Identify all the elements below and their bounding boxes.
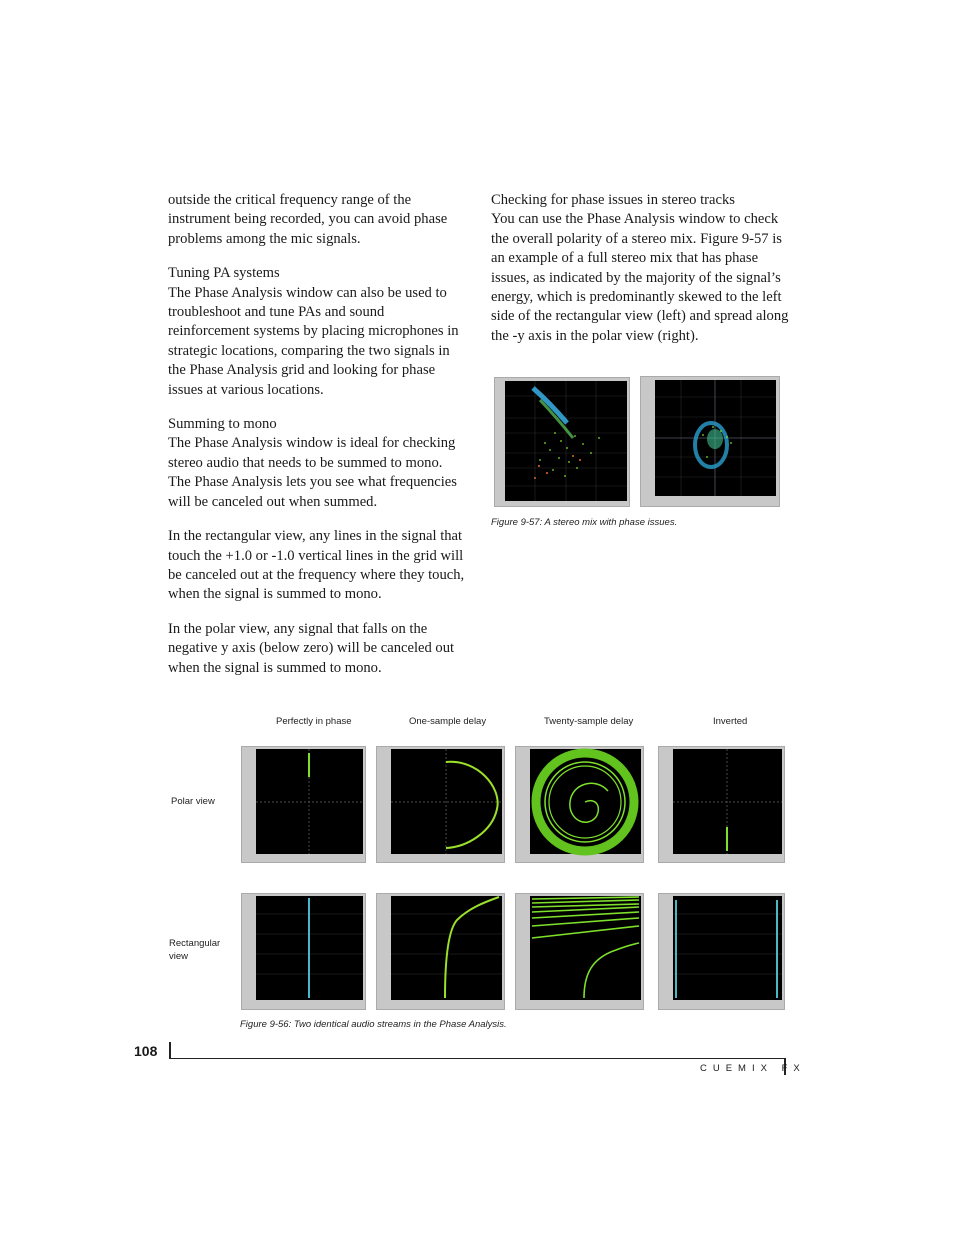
footer-left-rule	[169, 1042, 171, 1058]
rect-plot-one-sample	[376, 893, 505, 1010]
page-number: 108	[134, 1043, 158, 1059]
row-label-rectangular: Rectangular view	[169, 938, 221, 962]
polar-plot-one-sample	[376, 746, 505, 863]
column-label-one-sample: One-sample delay	[409, 716, 487, 727]
column-label-in-phase: Perfectly in phase	[276, 716, 352, 727]
column-label-twenty-sample: Twenty-sample delay	[544, 716, 634, 727]
summing-section	[168, 415, 466, 512]
polar-plot-twenty-sample	[515, 746, 644, 863]
right-column	[491, 191, 789, 361]
tuning-body: The Phase Analysis window can also be used to troubleshoot and tune PAs and sound reinforcement systems by placing microphones in strategic locations, comparing the two signals in the Phase Analysis grid and looking for phase issues at various locations.	[168, 284, 459, 398]
tuning-section	[168, 264, 466, 400]
footer-rule	[169, 1058, 786, 1059]
rectangular-view-paragraph: In the rectangular view, any lines in the signal that touch the +1.0 or -1.0 vertical lines in the grid will be canceled out at the frequency where they touch, when the signal is summed to mono.	[168, 528, 465, 603]
polar-plot-inverted	[658, 746, 785, 863]
figure-57-caption: Figure 9-57: A stereo mix with phase issues.	[491, 517, 678, 528]
rect-plot-in-phase	[241, 893, 366, 1010]
figure-56-caption: Figure 9-56: Two identical audio streams in the Phase Analysis.	[240, 1019, 507, 1030]
column-label-inverted: Inverted	[713, 716, 748, 727]
rect-plot-inverted	[658, 893, 785, 1010]
polar-view-paragraph: In the polar view, any signal that falls on the negative y axis (below zero) will be canceled out when the signal is summed to mono.	[168, 620, 455, 676]
stereo-body: You can use the Phase Analysis window to check the overall polarity of a stereo mix. Figure 9-57 is an example of a full stereo mix that has phase issues, as indicated by the majority of the signal’s energy, which is predominantly skewed to the left side of the rectangular view (left) and spread along the -y axis in the polar view (right).	[491, 211, 789, 344]
rect-plot-twenty-sample	[515, 893, 644, 1010]
polar-plot-in-phase	[241, 746, 366, 863]
left-column	[168, 191, 466, 693]
summing-body: The Phase Analysis window is ideal for checking stereo audio that needs to be summed to mono. The Phase Analysis lets you see what frequencies will be canceled out when summed.	[168, 435, 457, 510]
stereo-heading: Checking for phase issues in stereo tracks	[491, 192, 735, 208]
running-title: CUEMIX FX	[700, 1063, 806, 1074]
summing-heading: Summing to mono	[168, 416, 277, 433]
figure-57-rectangular-plot	[494, 377, 630, 507]
row-label-polar: Polar view	[171, 796, 215, 807]
tuning-heading: Tuning PA systems	[168, 265, 280, 282]
figure-57-polar-plot	[640, 376, 780, 507]
intro-paragraph: outside the critical frequency range of the instrument being recorded, you can avoid phase problems among the mic signals.	[168, 192, 448, 247]
